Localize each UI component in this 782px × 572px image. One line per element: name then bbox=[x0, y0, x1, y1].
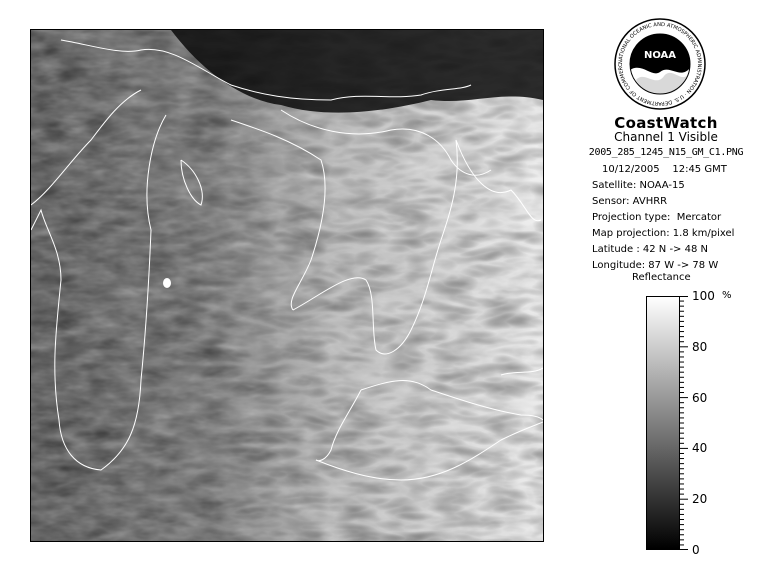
tick-label: 60 bbox=[692, 390, 708, 405]
sensor-label: Sensor: AVHRR bbox=[592, 196, 668, 207]
colorbar-ticks bbox=[680, 296, 740, 550]
datetime-label: 10/12/2005 12:45 GMT bbox=[602, 164, 727, 175]
tick-label: 20 bbox=[692, 492, 708, 507]
satellite-image bbox=[30, 29, 544, 542]
channel-label: Channel 1 Visible bbox=[614, 130, 718, 144]
longitude-label: Longitude: 87 W -> 78 W bbox=[592, 260, 719, 271]
noaa-logo bbox=[614, 18, 706, 110]
satellite-label: Satellite: NOAA-15 bbox=[592, 180, 685, 191]
legend-title: Reflectance bbox=[632, 272, 691, 283]
brand-title: CoastWatch bbox=[614, 114, 718, 132]
map-projection-label: Map projection: 1.8 km/pixel bbox=[592, 228, 735, 239]
reflectance-colorbar bbox=[646, 296, 680, 550]
small-island bbox=[163, 278, 171, 288]
logo-ring-text: NATIONAL OCEANIC AND ATMOSPHERIC ADMINISTRATION · U.S. DEPARTMENT OF COMMERC bbox=[617, 21, 703, 107]
latitude-label: Latitude : 42 N -> 48 N bbox=[592, 244, 708, 255]
tick-label: 100 bbox=[692, 289, 715, 303]
tick-label: 40 bbox=[692, 441, 708, 456]
logo-center-text: NOAA bbox=[643, 50, 677, 61]
filename-label: 2005_285_1245_N15_GM_C1.PNG bbox=[588, 147, 744, 158]
projection-type-label: Projection type: Mercator bbox=[592, 212, 722, 223]
tick-label: 80 bbox=[692, 339, 708, 354]
tick-label: 0 bbox=[692, 543, 700, 557]
legend-unit: % bbox=[722, 290, 732, 301]
